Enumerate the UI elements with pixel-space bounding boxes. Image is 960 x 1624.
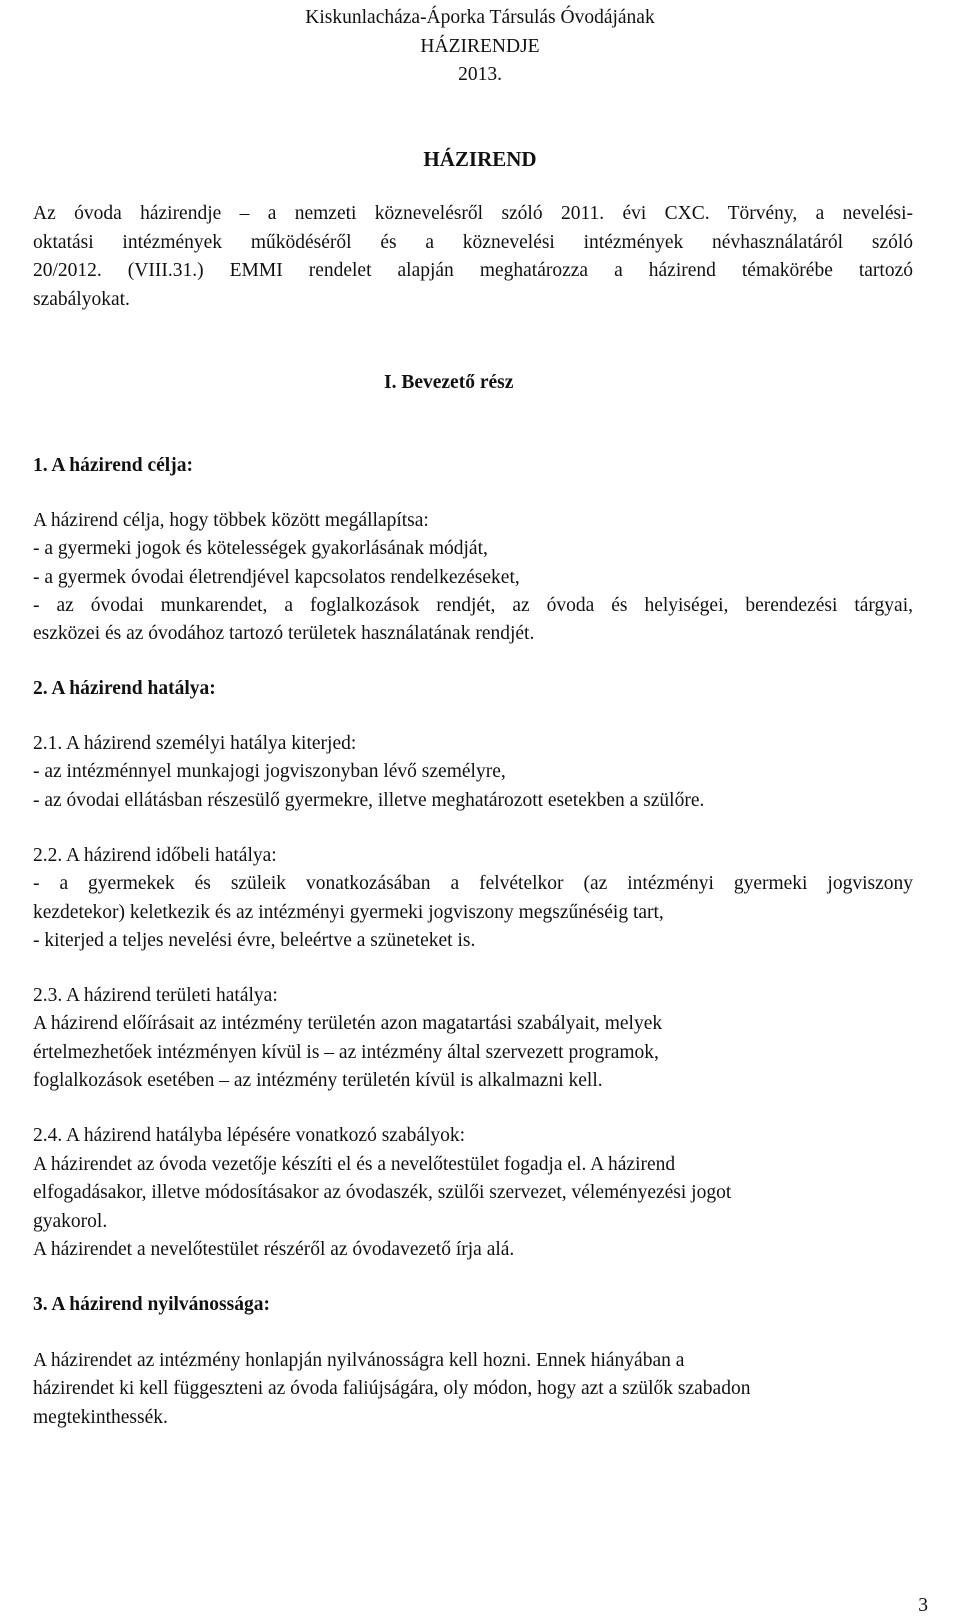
section-1-line-3: - a gyermek óvodai életrendjével kapcsolatos rendelkezéseket, [33, 567, 520, 588]
page-number: 3 [918, 1595, 928, 1616]
section-2-4-line-3: elfogadásakor, illetve módosításakor az óvodaszék, szülői szervezet, véleményezési jogot [33, 1182, 732, 1203]
section-2-1-line-1: 2.1. A házirend személyi hatálya kiterjed: [33, 733, 357, 754]
section-3-line-2: házirendet ki kell függeszteni az óvoda faliújságára, oly módon, hogy azt a szülők szabadon [33, 1378, 751, 1399]
section-1-line-2: - a gyermeki jogok és kötelességek gyakorlásának módját, [33, 538, 488, 559]
intro-line-1: Az óvoda házirendje – a nemzeti köznevelésről szóló 2011. évi CXC. Törvény, a nevelési- [33, 203, 913, 224]
section-1-line-1: A házirend célja, hogy többek között megállapítsa: [33, 510, 429, 531]
section-2-3-line-1: 2.3. A házirend területi hatálya: [33, 985, 278, 1006]
section-2-4-line-5: A házirendet a nevelőtestület részéről az óvodavezető írja alá. [33, 1239, 515, 1260]
document-title: HÁZIREND [423, 147, 537, 171]
section-2-1-line-3: - az óvodai ellátásban részesülő gyermekre, illetve meghatározott esetekben a szülőre. [33, 790, 705, 811]
section-3-heading: 3. A házirend nyilvánossága: [33, 1294, 270, 1315]
part-title: I. Bevezető rész [384, 372, 514, 393]
section-2-3-line-2: A házirend előírásait az intézmény területén azon magatartási szabályait, melyek [33, 1013, 663, 1034]
header-document-name: HÁZIRENDJE [420, 36, 540, 57]
intro-line-4: szabályokat. [33, 289, 130, 310]
intro-line-2: oktatási intézmények működéséről és a köznevelési intézmények névhasználatáról szóló [33, 232, 913, 253]
section-2-1-line-2: - az intézménnyel munkajogi jogviszonyban lévő személyre, [33, 761, 506, 782]
header-year: 2013. [458, 64, 502, 85]
intro-line-3: 20/2012. (VIII.31.) EMMI rendelet alapján meghatározza a házirend témakörébe tartozó [33, 260, 913, 281]
section-2-4-line-4: gyakorol. [33, 1211, 108, 1232]
section-3-line-3: megtekinthessék. [33, 1407, 168, 1428]
section-2-2-line-2: - a gyermekek és szüleik vonatkozásában a felvételkor (az intézményi gyermeki jogviszony [33, 873, 913, 894]
section-2-3-line-4: foglalkozások esetében – az intézmény területén kívül is alkalmazni kell. [33, 1070, 603, 1091]
section-2-3-line-3: értelmezhetőek intézményen kívül is – az intézmény által szervezett programok, [33, 1042, 659, 1063]
section-2-2-line-1: 2.2. A házirend időbeli hatálya: [33, 845, 277, 866]
section-3-line-1: A házirendet az intézmény honlapján nyilvánosságra kell hozni. Ennek hiányában a [33, 1350, 685, 1371]
header-institution: Kiskunlacháza-Áporka Társulás Óvodájának [305, 7, 655, 28]
section-1-line-4: - az óvodai munkarendet, a foglalkozások rendjét, az óvoda és helyiségei, berendezési tárgyai, [33, 595, 913, 616]
section-2-2-line-3: kezdetekor) keletkezik és az intézményi gyermeki jogviszony megszűnéséig tart, [33, 902, 664, 923]
section-2-2-line-4: - kiterjed a teljes nevelési évre, beleértve a szüneteket is. [33, 930, 476, 951]
section-1-heading: 1. A házirend célja: [33, 455, 193, 476]
section-2-4-line-1: 2.4. A házirend hatályba lépésére vonatkozó szabályok: [33, 1125, 466, 1146]
section-1-line-5: eszközei és az óvodához tartozó területek használatának rendjét. [33, 623, 535, 644]
section-2-4-line-2: A házirendet az óvoda vezetője készíti el és a nevelőtestület fogadja el. A házirend [33, 1154, 676, 1175]
section-2-heading: 2. A házirend hatálya: [33, 678, 216, 699]
